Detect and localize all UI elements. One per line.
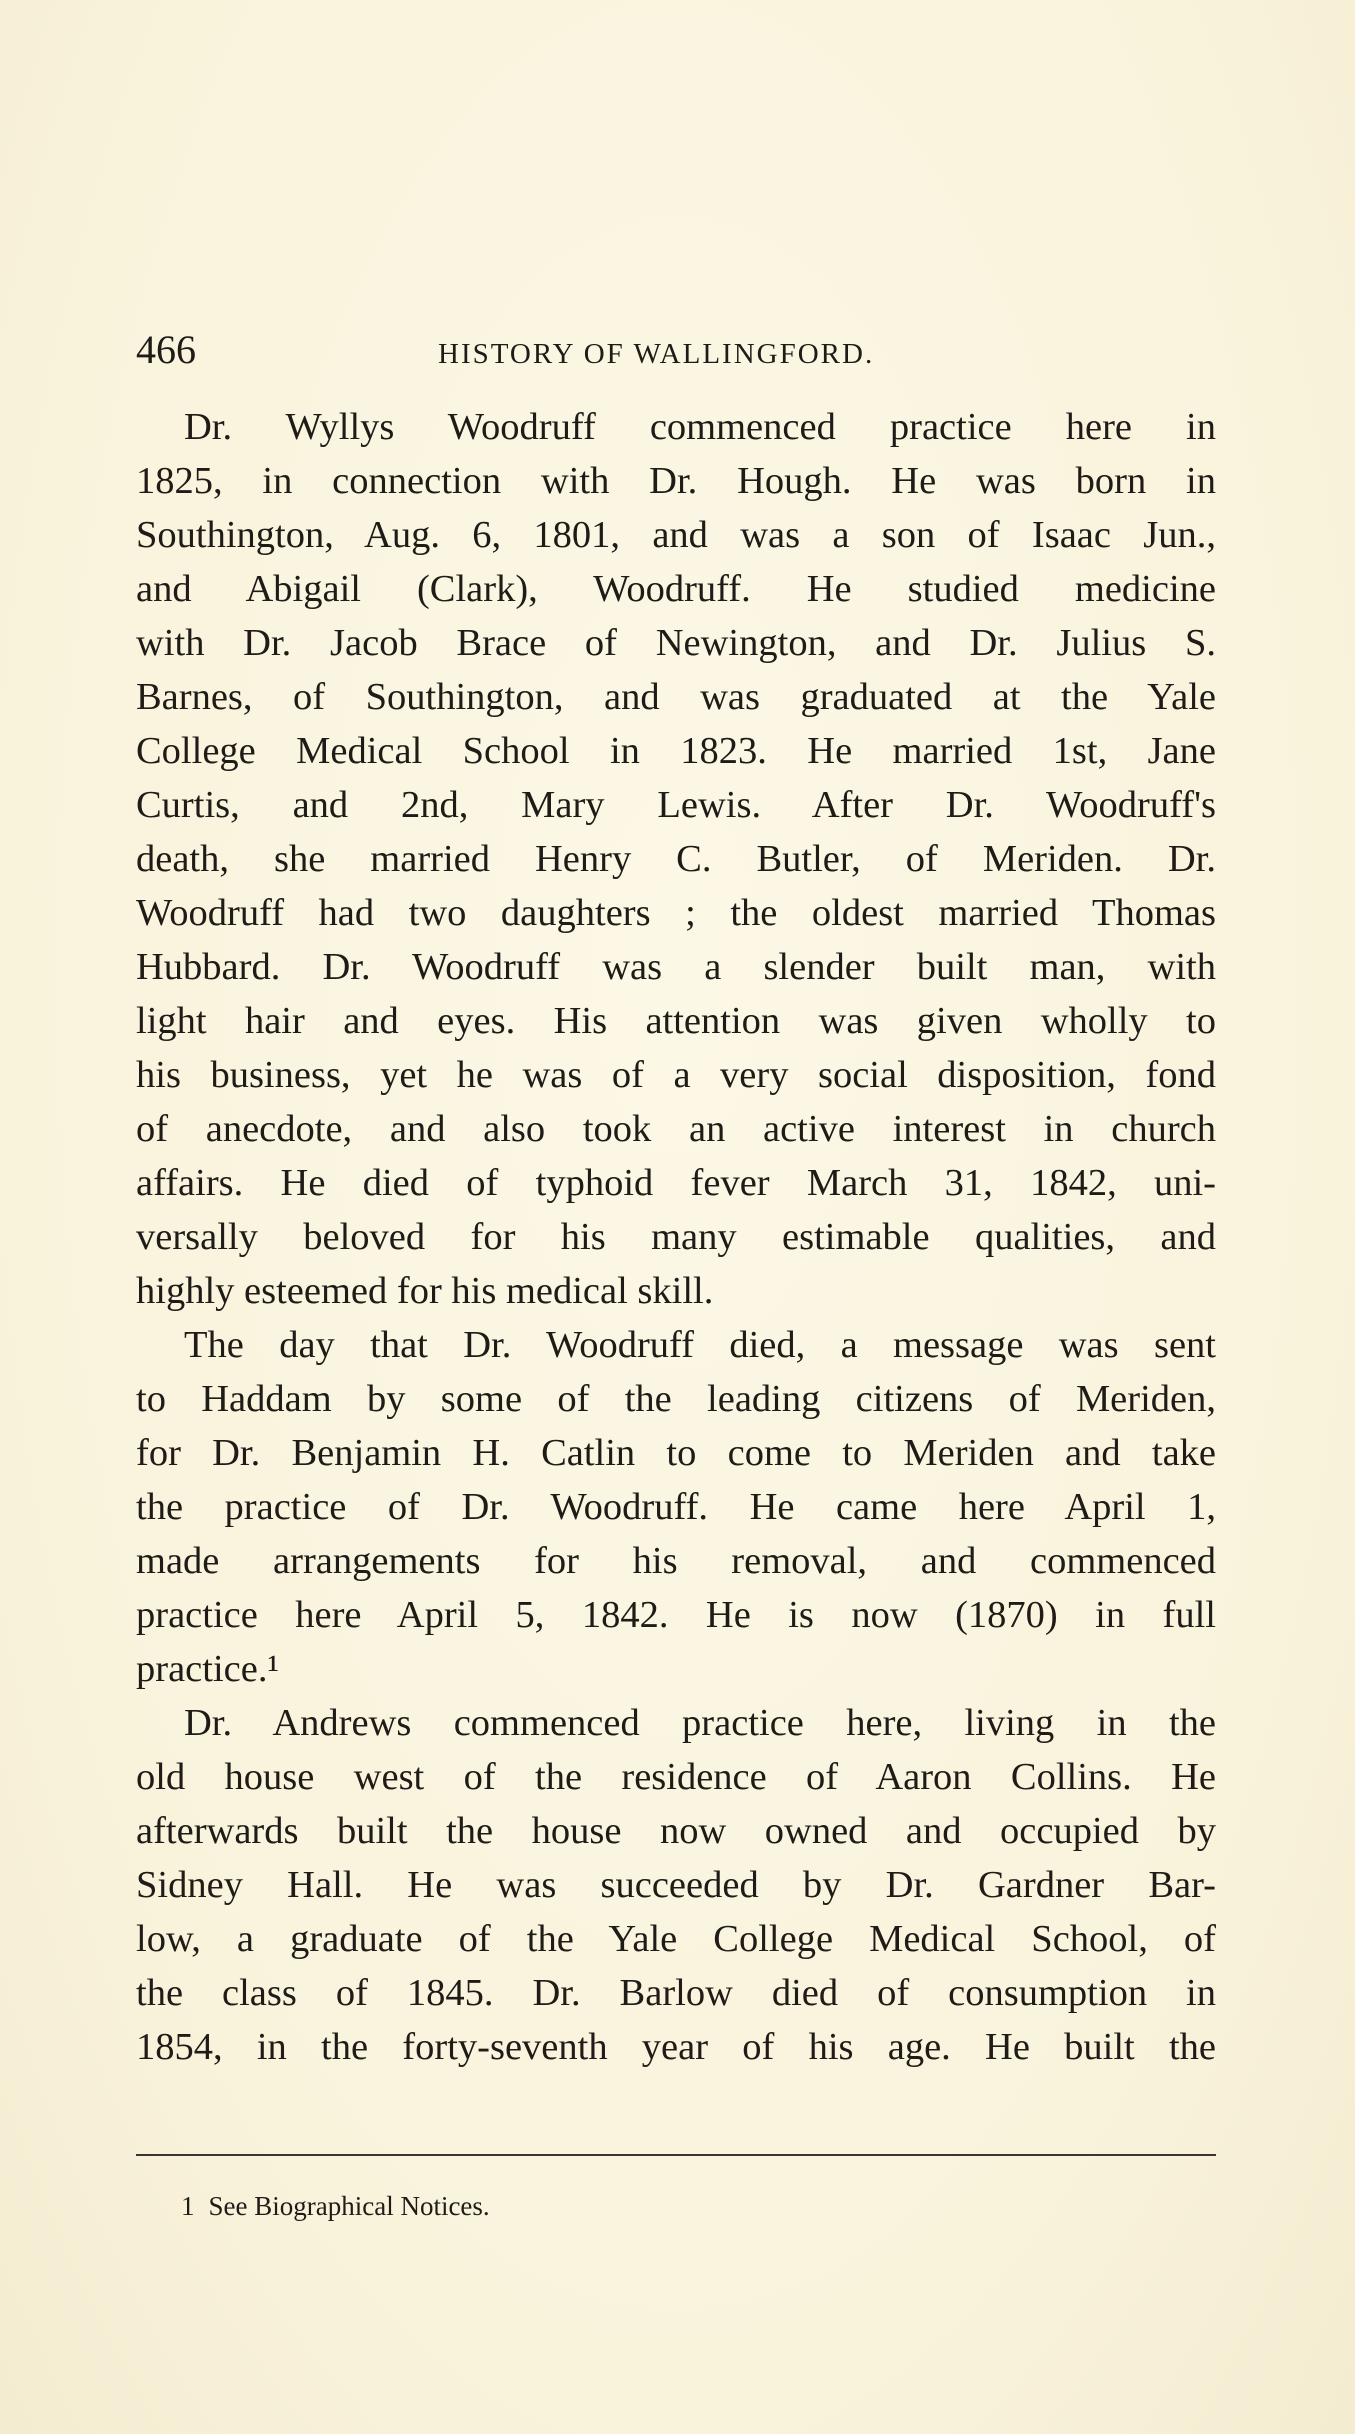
text-line: affairs. He died of typhoid fever March 31, 1842, uni- [136, 1162, 1216, 1204]
text-line: of anecdote, and also took an active interest in church [136, 1108, 1216, 1150]
text-line: light hair and eyes. His attention was given wholly to [136, 1000, 1216, 1042]
text-line: afterwards built the house now owned and occupied by [136, 1810, 1216, 1852]
text-line: highly esteemed for his medical skill. [136, 1270, 714, 1312]
text-line: Woodruff had two daughters ; the oldest married Thomas [136, 892, 1216, 934]
text-line: Dr. Andrews commenced practice here, living in the [184, 1702, 1216, 1744]
text-line: his business, yet he was of a very social disposition, fond [136, 1054, 1216, 1096]
text-line: Dr. Wyllys Woodruff commenced practice here in [184, 406, 1216, 448]
text-line: practice here April 5, 1842. He is now (1870) in full [136, 1594, 1216, 1636]
footnote [181, 2186, 490, 2226]
footnote-divider [136, 2154, 1216, 2156]
footnote-text: See Biographical Notices. [208, 2191, 490, 2221]
text-line: the class of 1845. Dr. Barlow died of consumption in [136, 1972, 1216, 2014]
text-line: old house west of the residence of Aaron Collins. He [136, 1756, 1216, 1798]
footnote-mark: 1 [181, 2191, 195, 2221]
text-line: Southington, Aug. 6, 1801, and was a son of Isaac Jun., [136, 514, 1216, 556]
text-line: College Medical School in 1823. He married 1st, Jane [136, 730, 1216, 772]
text-line: Curtis, and 2nd, Mary Lewis. After Dr. Woodruff's [136, 784, 1216, 826]
text-line: 1825, in connection with Dr. Hough. He was born in [136, 460, 1216, 502]
text-line: practice.¹ [136, 1648, 279, 1690]
text-line: made arrangements for his removal, and commenced [136, 1540, 1216, 1582]
text-line: 1854, in the forty-seventh year of his age. He built the [136, 2026, 1216, 2068]
text-line: The day that Dr. Woodruff died, a message was sent [184, 1324, 1216, 1366]
text-line: Hubbard. Dr. Woodruff was a slender built man, with [136, 946, 1216, 988]
text-line: versally beloved for his many estimable qualities, and [136, 1216, 1216, 1258]
page-header [136, 322, 1216, 378]
text-line: low, a graduate of the Yale College Medical School, of [136, 1918, 1216, 1960]
text-line: Barnes, of Southington, and was graduated at the Yale [136, 676, 1216, 718]
body-text [136, 400, 1216, 2074]
running-head: HISTORY OF WALLINGFORD. [438, 338, 875, 370]
page-number: 466 [136, 327, 196, 372]
text-line: the practice of Dr. Woodruff. He came here April 1, [136, 1486, 1216, 1528]
text-line: and Abigail (Clark), Woodruff. He studied medicine [136, 568, 1216, 610]
text-line: with Dr. Jacob Brace of Newington, and Dr. Julius S. [136, 622, 1216, 664]
text-line: Sidney Hall. He was succeeded by Dr. Gardner Bar- [136, 1864, 1216, 1906]
text-line: to Haddam by some of the leading citizens of Meriden, [136, 1378, 1216, 1420]
text-line: death, she married Henry C. Butler, of Meriden. Dr. [136, 838, 1216, 880]
text-line: for Dr. Benjamin H. Catlin to come to Meriden and take [136, 1432, 1216, 1474]
